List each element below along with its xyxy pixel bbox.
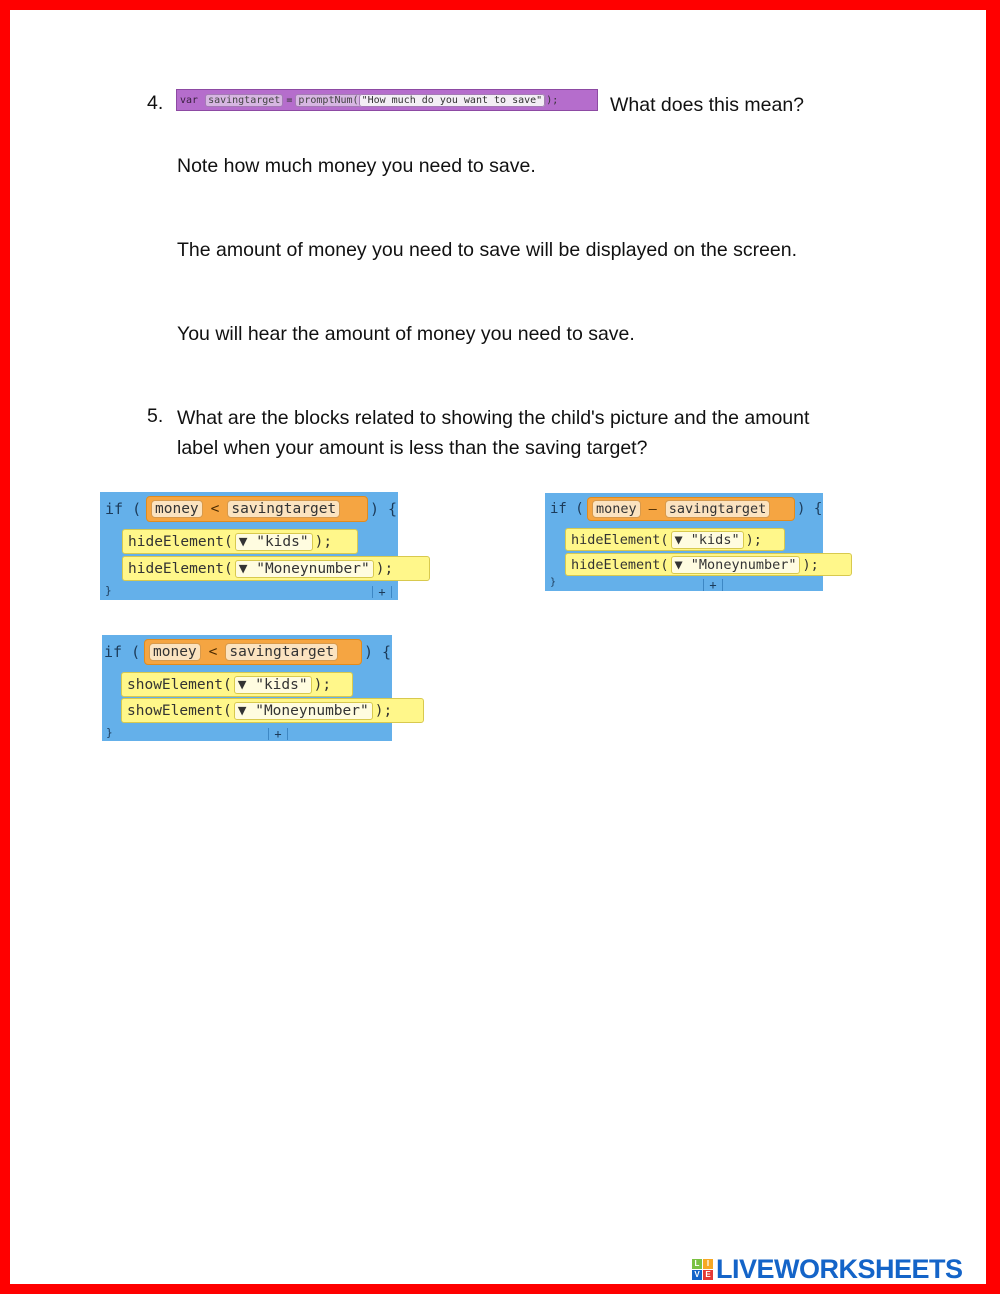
- condition-left: money: [151, 500, 203, 518]
- logo-letter-l: L: [692, 1259, 702, 1269]
- answer-option-3[interactable]: You will hear the amount of money you need to save.: [177, 323, 635, 345]
- condition-operator: <: [208, 644, 218, 660]
- if-keyword: if (: [550, 501, 584, 517]
- statement-1-end: );: [314, 533, 333, 550]
- add-plus-icon[interactable]: +: [372, 586, 392, 598]
- statement-2-end: );: [374, 702, 393, 719]
- condition-operator: –: [648, 501, 657, 517]
- statement-1-argument: ▼ "kids": [235, 533, 313, 551]
- question-4-number: 4.: [147, 92, 164, 114]
- logo-mark-icon: [692, 1259, 713, 1280]
- var-savingtarget-block: [176, 89, 598, 111]
- statement-2-function: hideElement(: [128, 560, 233, 577]
- add-plus-icon[interactable]: +: [268, 728, 288, 740]
- add-plus-icon[interactable]: +: [703, 579, 723, 591]
- logo-letter-e: E: [703, 1270, 713, 1280]
- code-block-option-b[interactable]: [545, 493, 855, 591]
- statement-1-function: hideElement(: [128, 533, 233, 550]
- if-close: ) {: [797, 501, 823, 517]
- function-call: [295, 94, 546, 107]
- statement-2: [122, 556, 430, 581]
- variable-name: savingtarget: [205, 94, 283, 107]
- statement-2-end: );: [802, 556, 819, 573]
- question-5-number: 5.: [147, 405, 164, 427]
- if-keyword: if (: [105, 500, 142, 518]
- function-close: );: [546, 94, 559, 106]
- statement-1-argument: ▼ "kids": [671, 531, 744, 549]
- condition-block: [587, 497, 795, 521]
- if-end-brace: }: [105, 584, 112, 597]
- statement-1: [121, 672, 353, 697]
- code-block-option-c[interactable]: [102, 635, 426, 741]
- answer-option-2[interactable]: The amount of money you need to save will be displayed on the screen.: [177, 239, 798, 261]
- condition-operator: <: [210, 501, 220, 517]
- question-4-text: What does this mean?: [610, 94, 805, 116]
- equals-sign: =: [286, 94, 293, 106]
- statement-1-end: );: [313, 676, 332, 693]
- statement-1-end: );: [745, 531, 762, 548]
- statement-2-argument: ▼ "Moneynumber": [235, 560, 374, 578]
- condition-left: money: [592, 500, 641, 518]
- logo-letter-i: I: [703, 1259, 713, 1269]
- function-name: promptNum(: [298, 94, 359, 106]
- statement-1: [122, 529, 358, 554]
- question-5-text-line2: label when your amount is less than the saving target?: [177, 437, 648, 459]
- statement-2-end: );: [375, 560, 394, 577]
- statement-1-function: showElement(: [127, 676, 232, 693]
- statement-2-argument: ▼ "Moneynumber": [234, 702, 373, 720]
- answer-option-1[interactable]: Note how much money you need to save.: [177, 155, 536, 177]
- statement-2: [565, 553, 852, 576]
- condition-right: savingtarget: [225, 643, 338, 661]
- condition-left: money: [149, 643, 201, 661]
- statement-2-function: showElement(: [127, 702, 232, 719]
- question-5-text-line1: What are the blocks related to showing the child's picture and the amount: [177, 407, 810, 429]
- if-close: ) {: [370, 500, 398, 518]
- statement-2-function: hideElement(: [571, 556, 669, 573]
- prompt-string: "How much do you want to save": [359, 94, 546, 107]
- condition-block: [146, 496, 368, 522]
- var-keyword: var: [180, 94, 199, 106]
- statement-2: [121, 698, 424, 723]
- condition-right: savingtarget: [665, 500, 771, 518]
- condition-block: [144, 639, 362, 665]
- statement-1: [565, 528, 785, 551]
- logo-text: LIVEWORKSHEETS: [716, 1254, 963, 1284]
- if-end-brace: }: [550, 577, 557, 588]
- logo-letter-v: V: [692, 1270, 702, 1280]
- if-keyword: if (: [104, 643, 141, 661]
- condition-right: savingtarget: [227, 500, 340, 518]
- code-block-option-a[interactable]: [100, 492, 432, 600]
- if-close: ) {: [364, 643, 392, 661]
- statement-2-argument: ▼ "Moneynumber": [671, 556, 801, 574]
- statement-1-function: hideElement(: [571, 531, 669, 548]
- if-end-brace: }: [106, 726, 113, 739]
- statement-1-argument: ▼ "kids": [234, 676, 312, 694]
- liveworksheets-logo: [692, 1254, 963, 1285]
